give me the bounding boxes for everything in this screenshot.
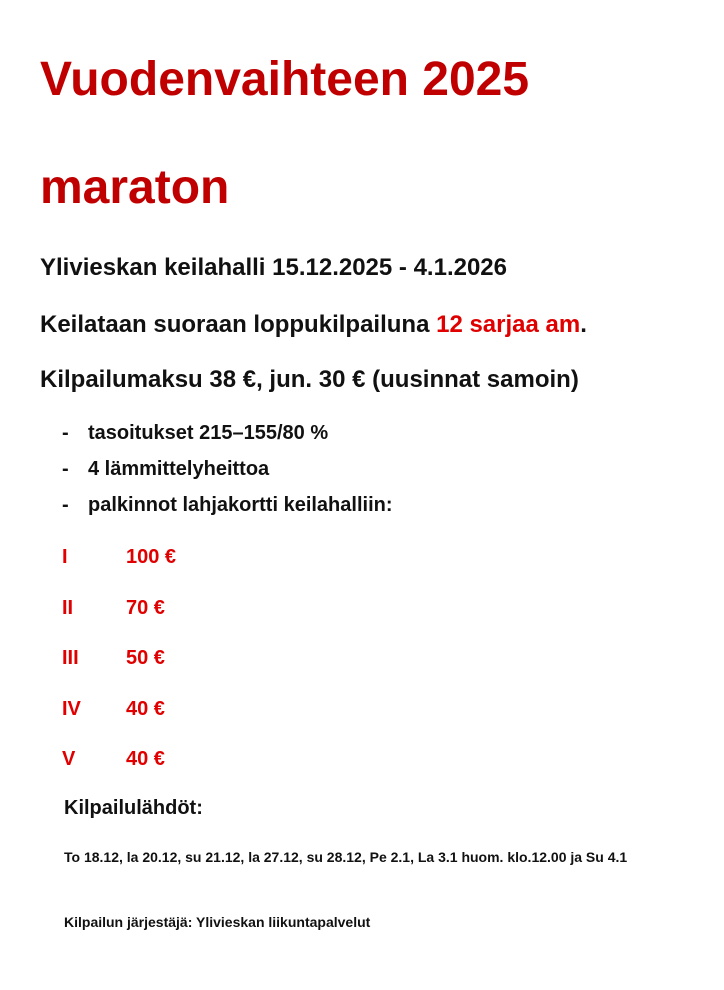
prize-row	[62, 697, 176, 748]
prize-rank: II	[62, 596, 74, 619]
format-line	[40, 313, 587, 337]
prize-row	[62, 545, 176, 596]
prize-row	[62, 646, 176, 697]
bullet-dash: -	[62, 494, 69, 516]
bullet-text: 4 lämmittelyheittoa	[88, 458, 270, 480]
prize-list	[62, 545, 176, 798]
bullet-dash: -	[62, 422, 69, 444]
organizer-text: Kilpailun järjestäjä: Ylivieskan liikuntapalvelut	[64, 914, 371, 930]
rules-list	[62, 421, 393, 529]
prize-rank: I	[62, 546, 68, 568]
bullet-text: palkinnot lahjakortti keilahalliin:	[88, 494, 393, 516]
prize-amount: 40 €	[126, 697, 165, 720]
prize-amount: 40 €	[126, 748, 165, 770]
prize-amount: 50 €	[126, 647, 165, 669]
title-line-2: maraton	[40, 161, 230, 214]
list-item	[62, 421, 393, 457]
list-item	[62, 493, 393, 529]
prize-rank: IV	[62, 697, 81, 720]
fee-line: Kilpailumaksu 38 €, jun. 30 € (uusinnat samoin)	[40, 366, 579, 393]
start-dates-text: To 18.12, la 20.12, su 21.12, la 27.12, su 28.12, Pe 2.1, La 3.1 huom. klo.12.00 ja Su 4.1	[64, 849, 628, 865]
prize-rank: III	[62, 647, 79, 669]
prize-row	[62, 747, 176, 798]
venue-dates-line: Ylivieskan keilahalli 15.12.2025 - 4.1.2026	[40, 254, 508, 281]
title-line-1: Vuodenvaihteen 2025	[40, 53, 530, 106]
prize-amount: 70 €	[126, 596, 165, 619]
prize-row	[62, 596, 176, 647]
prize-amount: 100 €	[126, 546, 177, 568]
format-prefix: Keilataan suoraan loppukilpailuna	[40, 311, 437, 338]
starts-heading: Kilpailulähdöt:	[64, 797, 203, 819]
prize-rank: V	[62, 748, 76, 770]
format-suffix: .	[580, 311, 587, 338]
bullet-text: tasoitukset 215–155/80 %	[88, 422, 329, 444]
format-highlight: 12 sarjaa am	[436, 311, 581, 338]
bullet-dash: -	[62, 458, 69, 480]
list-item	[62, 457, 393, 493]
